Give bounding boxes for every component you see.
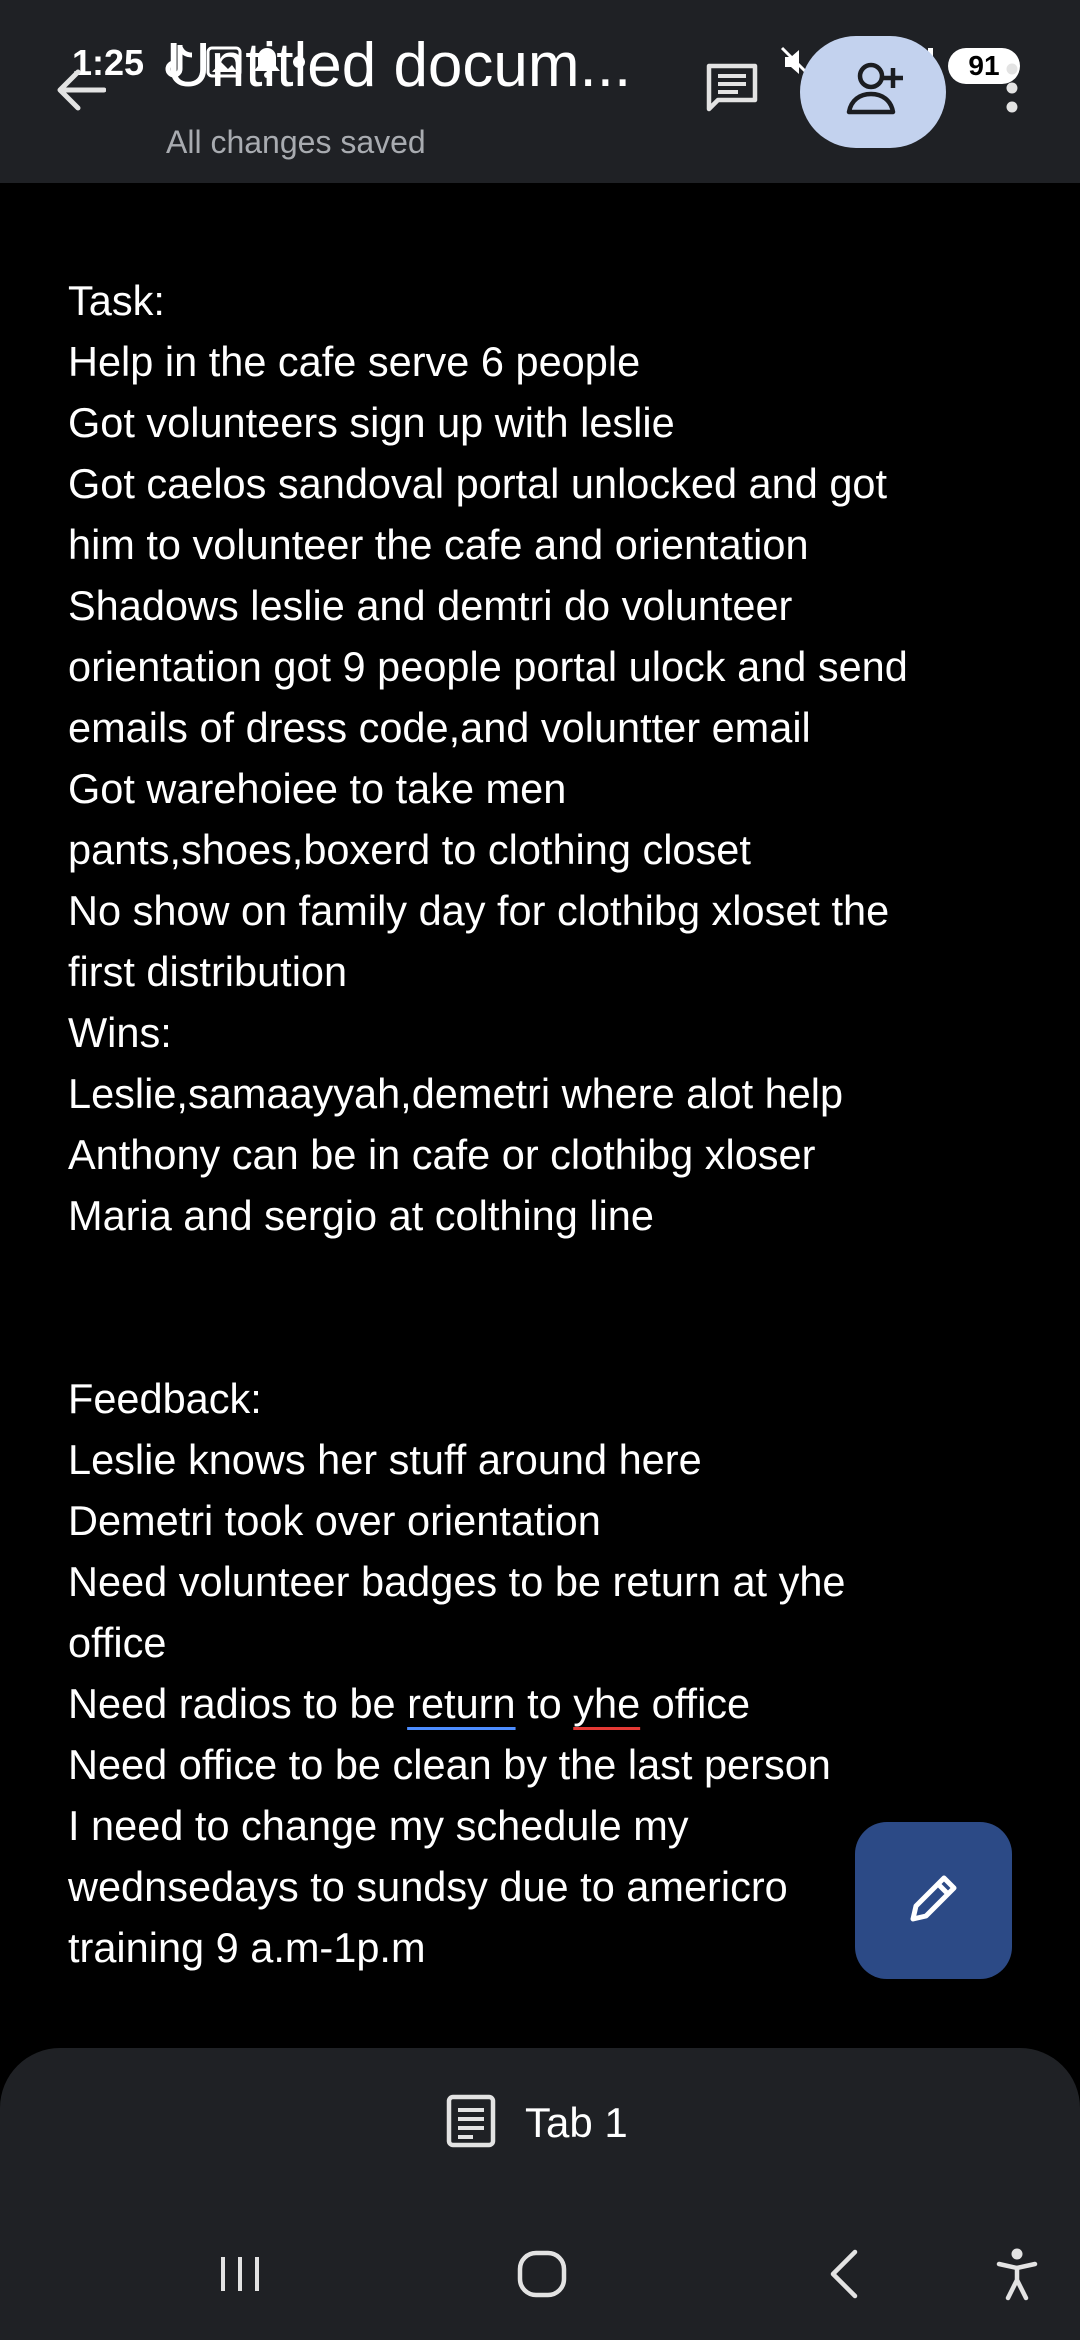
nav-back-icon (825, 2248, 861, 2305)
doc-line: Need volunteer badges to be return at yhe (68, 1558, 846, 1605)
accessibility-button[interactable] (982, 2212, 1052, 2340)
doc-line: him to volunteer the cafe and orientation (68, 521, 809, 568)
doc-line: Maria and sergio at colthing line (68, 1192, 654, 1239)
doc-line: Feedback: (68, 1375, 262, 1422)
battery-indicator: 91 (948, 48, 1020, 84)
doc-line: Got caelos sandoval portal unlocked and got (68, 460, 888, 507)
doc-line: Help in the cafe serve 6 people (68, 338, 641, 385)
spelling-flagged-word[interactable]: yhe (573, 1680, 641, 1727)
doc-line-empty (68, 1246, 1028, 1307)
doc-line: training 9 a.m-1p.m (68, 1924, 426, 1971)
doc-line-empty (68, 1307, 1028, 1368)
system-nav-bar (0, 2212, 1080, 2340)
text-segment: Need radios to be (68, 1680, 408, 1727)
doc-line: orientation got 9 people portal ulock and send (68, 643, 908, 690)
doc-line: wednsedays to sundsy due to americro (68, 1863, 788, 1910)
doc-line: Got warehoiee to take men (68, 765, 567, 812)
doc-line: Demetri took over orientation (68, 1497, 601, 1544)
tab-selector[interactable] (445, 2088, 628, 2158)
doc-line: Got volunteers sign up with leslie (68, 399, 675, 446)
accessibility-icon (995, 2247, 1039, 2306)
app-bar (0, 0, 1080, 183)
tabs-sheet (0, 2048, 1080, 2340)
doc-line: No show on family day for clothibg xloset the (68, 887, 890, 934)
document-icon (445, 2093, 497, 2154)
share-button[interactable] (800, 36, 946, 148)
doc-line: Shadows leslie and demtri do volunteer (68, 582, 793, 629)
doc-line: first distribution (68, 948, 348, 995)
doc-line: Task: (68, 277, 165, 324)
doc-line-radios (68, 1673, 1028, 1734)
arrow-left-icon (54, 68, 106, 117)
status-time: 1:25 (72, 42, 145, 83)
comment-icon (704, 60, 760, 121)
doc-line: I need to change my schedule my (68, 1802, 689, 1849)
document-title[interactable]: Untitled docum... (166, 31, 632, 100)
doc-line: Need office to be clean by the last person (68, 1741, 831, 1788)
doc-line: pants,shoes,boxerd to clothing closet (68, 826, 751, 873)
tab-label: Tab 1 (525, 2099, 628, 2146)
edit-fab-button[interactable] (855, 1822, 1012, 1979)
text-segment: to (515, 1680, 574, 1727)
back-button[interactable] (50, 62, 110, 122)
grammar-flagged-word[interactable]: return (407, 1680, 516, 1727)
more-options-button[interactable] (994, 58, 1030, 122)
document-body[interactable] (68, 270, 1028, 1978)
doc-line: emails of dress code,and voluntter email (68, 704, 811, 751)
person-add-icon (841, 60, 905, 125)
doc-line: office (68, 1619, 167, 1666)
doc-line: Wins: (68, 1009, 172, 1056)
nav-back-button[interactable] (808, 2212, 878, 2340)
doc-line: Anthony can be in cafe or clothibg xloser (68, 1131, 816, 1178)
more-vertical-icon (1005, 62, 1019, 119)
recents-icon (217, 2253, 263, 2300)
save-status: All changes saved (166, 124, 426, 160)
doc-line: Leslie knows her stuff around here (68, 1436, 702, 1483)
doc-line: Leslie,samaayyah,demetri where alot help (68, 1070, 844, 1117)
comments-button[interactable] (700, 58, 764, 122)
recents-button[interactable] (200, 2212, 280, 2340)
home-icon (516, 2249, 568, 2304)
home-button[interactable] (500, 2212, 584, 2340)
text-segment: office (640, 1680, 751, 1727)
pencil-icon (905, 1869, 963, 1932)
